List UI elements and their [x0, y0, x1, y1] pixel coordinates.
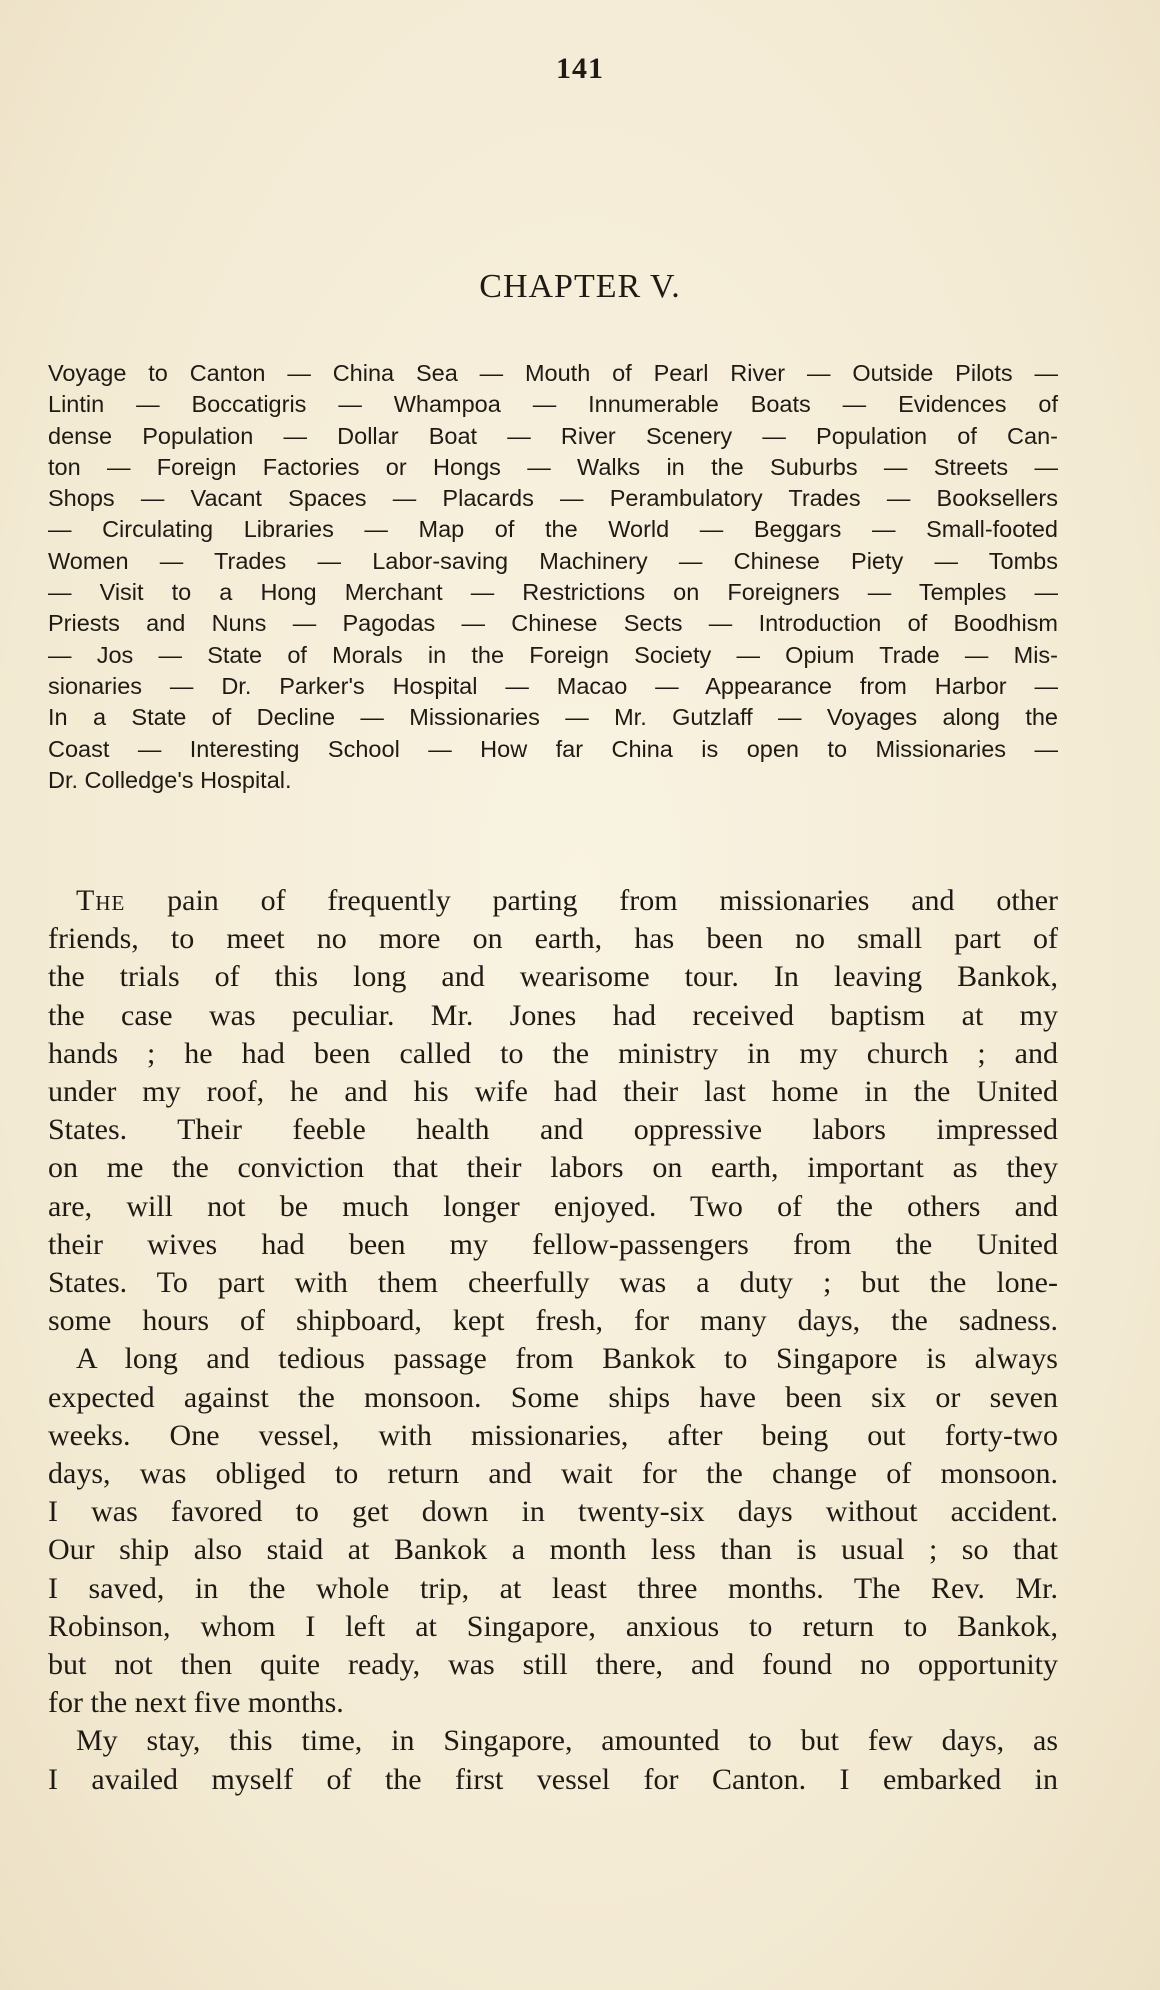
synopsis-line: Lintin — Boccatigris — Whampoa — Innumerable Boats — Evidences of [48, 391, 1058, 418]
synopsis-line: — Circulating Libraries — Map of the World — Beggars — Small-footed [48, 516, 1058, 543]
synopsis-line: Women — Trades — Labor-saving Machinery — Chinese Piety — Tombs [48, 547, 1058, 574]
body-line: I was favored to get down in twenty-six days without accident. [48, 1495, 1058, 1529]
body-line: My stay, this time, in Singapore, amounted to but few days, as [76, 1724, 1058, 1758]
body-line: Our ship also staid at Bankok a month less than is usual ; so that [48, 1533, 1058, 1567]
body-line-first [48, 882, 1058, 920]
body-line: weeks. One vessel, with missionaries, after being out forty-two [48, 1418, 1058, 1452]
body-line: I saved, in the whole trip, at least three months. The Rev. Mr. [48, 1571, 1058, 1605]
body-line: expected against the monsoon. Some ships have been six or seven [48, 1380, 1058, 1414]
body-line: States. Their feeble health and oppressive labors impressed [48, 1113, 1058, 1147]
body-line: some hours of shipboard, kept fresh, for many days, the sadness. [48, 1304, 1058, 1338]
synopsis-line: Dr. Colledge's Hospital. [48, 766, 292, 793]
body-line: I availed myself of the first vessel for Canton. I embarked in [48, 1762, 1058, 1796]
synopsis-line: Coast — Interesting School — How far China is open to Missionaries — [48, 735, 1058, 762]
synopsis-line: dense Population — Dollar Boat — River Scenery — Population of Can- [48, 422, 1058, 449]
synopsis-line: Voyage to Canton — China Sea — Mouth of Pearl River — Outside Pilots — [48, 360, 1058, 386]
body-line: States. To part with them cheerfully was a duty ; but the lone- [48, 1266, 1058, 1300]
body-line: hands ; he had been called to the ministry in my church ; and [48, 1036, 1058, 1070]
body-line: the case was peculiar. Mr. Jones had received baptism at my [48, 998, 1058, 1032]
page-number: 141 [556, 52, 604, 85]
body-line: their wives had been my fellow-passengers from the United [48, 1227, 1058, 1261]
body-text [48, 882, 1058, 1799]
chapter-synopsis [48, 358, 1058, 796]
body-line: Robinson, whom I left at Singapore, anxious to return to Bankok, [48, 1609, 1058, 1643]
synopsis-line: — Visit to a Hong Merchant — Restrictions on Foreigners — Temples — [48, 579, 1058, 606]
body-line: the trials of this long and wearisome tour. In leaving Bankok, [48, 960, 1058, 994]
opening-line-rest: pain of frequently parting from missionaries and other [125, 884, 1058, 917]
body-line: days, was obliged to return and wait for the change of monsoon. [48, 1457, 1058, 1491]
body-line: A long and tedious passage from Bankok to Singapore is always [76, 1342, 1058, 1376]
synopsis-line: In a State of Decline — Missionaries — Mr. Gutzlaff — Voyages along the [48, 704, 1058, 731]
body-line: are, will not be much longer enjoyed. Two of the others and [48, 1189, 1058, 1223]
synopsis-line: Priests and Nuns — Pagodas — Chinese Sects — Introduction of Boodhism [48, 610, 1058, 637]
body-line: for the next five months. [48, 1686, 344, 1720]
body-line: under my roof, he and his wife had their last home in the United [48, 1075, 1058, 1109]
synopsis-line: sionaries — Dr. Parker's Hospital — Macao — Appearance from Harbor — [48, 672, 1058, 699]
opening-word: The [76, 884, 126, 917]
synopsis-line: — Jos — State of Morals in the Foreign Society — Opium Trade — Mis- [48, 641, 1058, 668]
synopsis-line: Shops — Vacant Spaces — Placards — Perambulatory Trades — Booksellers [48, 485, 1058, 512]
body-line: friends, to meet no more on earth, has been no small part of [48, 922, 1058, 956]
body-line: on me the conviction that their labors on earth, important as they [48, 1151, 1058, 1185]
synopsis-line: ton — Foreign Factories or Hongs — Walks in the Suburbs — Streets — [48, 453, 1058, 480]
body-line: but not then quite ready, was still there, and found no opportunity [48, 1648, 1058, 1682]
chapter-title: CHAPTER V. [479, 268, 681, 305]
